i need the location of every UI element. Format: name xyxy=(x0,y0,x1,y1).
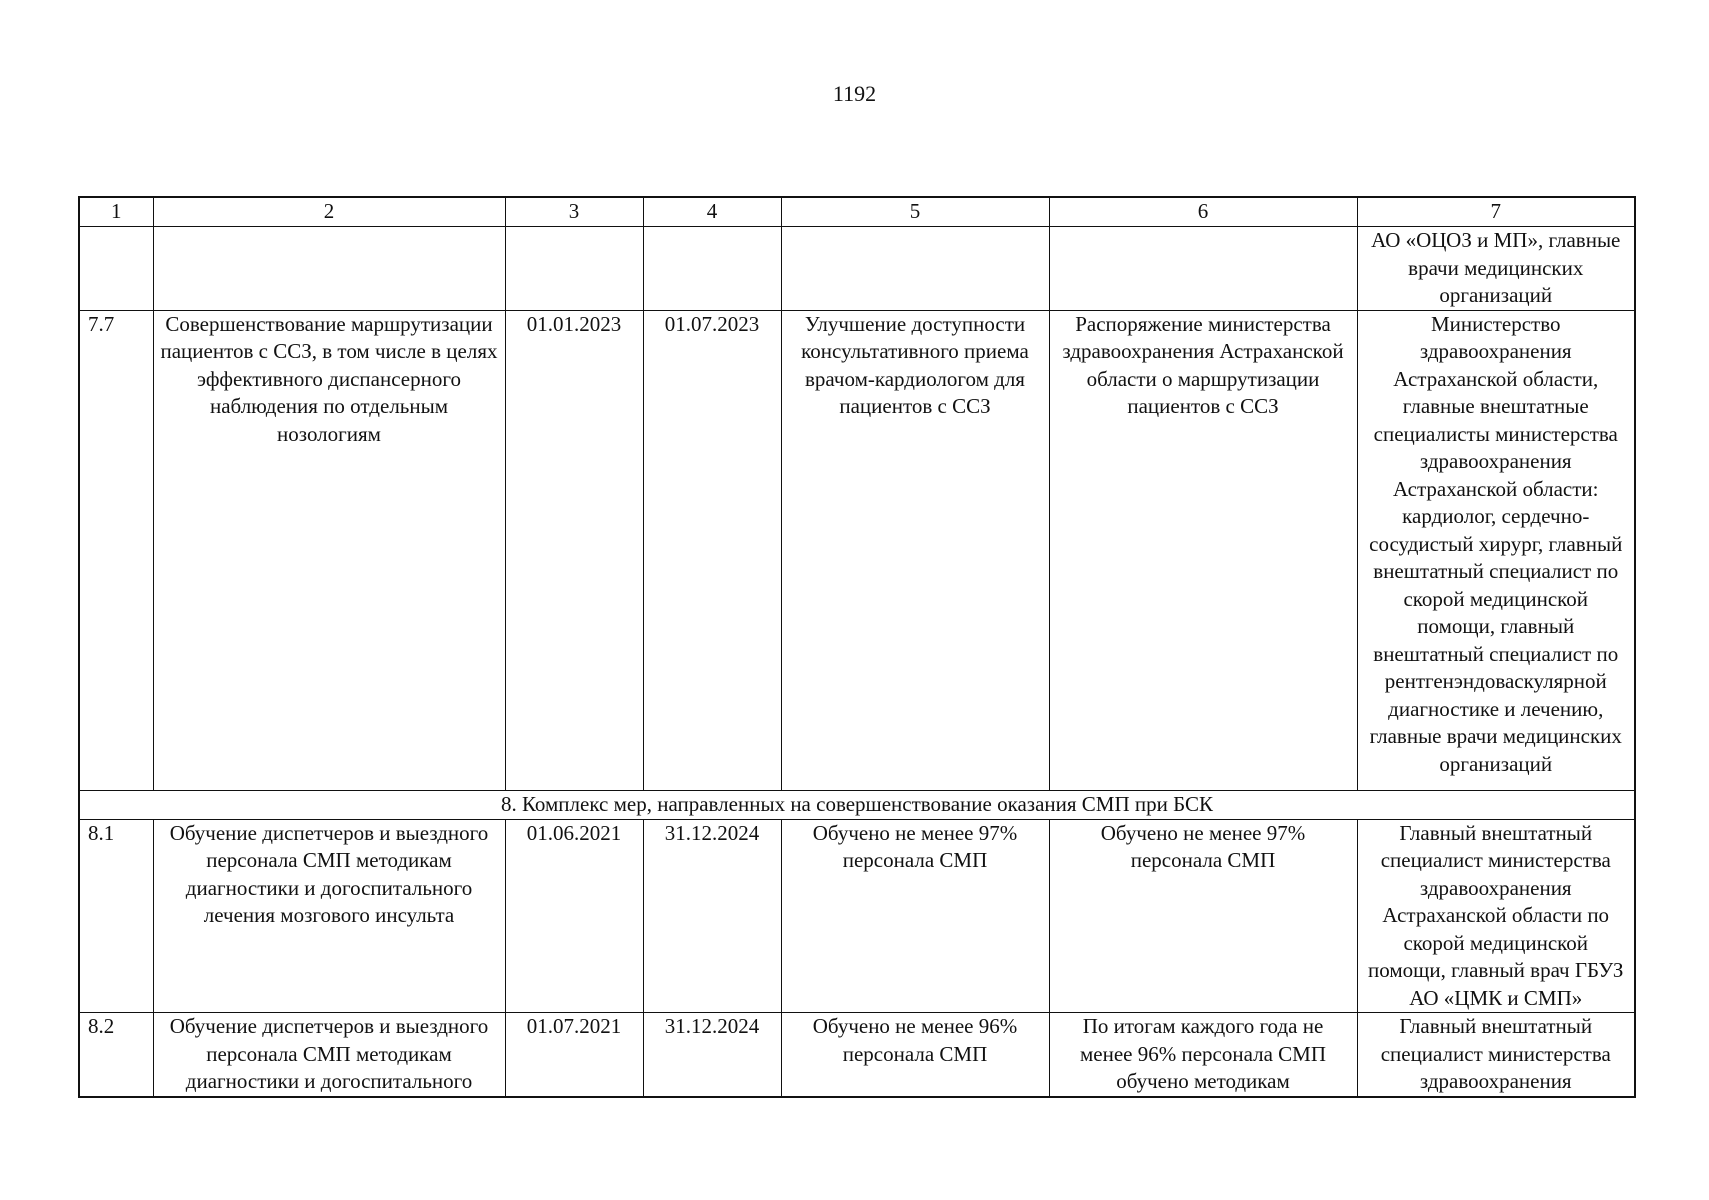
end-date-cell: 01.07.2023 xyxy=(643,310,781,790)
responsible-cell: Главный внештатный специалист министерства здравоохранения Астраханской области по скорой медицинской помощи, главный врач ГБУЗ АО «ЦМК и СМП» xyxy=(1357,819,1635,1013)
end-date-cell: 31.12.2024 xyxy=(643,819,781,1013)
responsible-cell: Главный внештатный специалист министерства здравоохранения xyxy=(1357,1013,1635,1097)
characteristic-cell: Обучено не менее 97% персонала СМП xyxy=(1049,819,1357,1013)
table-row-continuation xyxy=(79,227,1635,311)
result-cell: Обучено не менее 96% персонала СМП xyxy=(781,1013,1049,1097)
result-cell: Улучшение доступности консультативного приема врачом-кардиологом для пациентов с ССЗ xyxy=(781,310,1049,790)
column-header: 6 xyxy=(1049,197,1357,227)
table-row-7-7 xyxy=(79,310,1635,790)
table-header-row xyxy=(79,197,1635,227)
row-number: 8.2 xyxy=(79,1013,153,1097)
measure-cell: Обучение диспетчеров и выездного персонала СМП методикам диагностики и догоспитального xyxy=(153,1013,505,1097)
column-header: 7 xyxy=(1357,197,1635,227)
column-header: 3 xyxy=(505,197,643,227)
column-header: 5 xyxy=(781,197,1049,227)
page-number: 1192 xyxy=(832,81,877,106)
start-date-cell: 01.01.2023 xyxy=(505,310,643,790)
responsible-cell: АО «ОЦОЗ и МП», главные врачи медицинских организаций xyxy=(1357,227,1635,311)
section-heading-row xyxy=(79,790,1635,819)
action-plan-table xyxy=(78,196,1636,1098)
measure-cell: Совершенствование маршрутизации пациентов с ССЗ, в том числе в целях эффективного диспансерного наблюдения по отдельным нозологиям xyxy=(153,310,505,790)
characteristic-cell: Распоряжение министерства здравоохранения Астраханской области о маршрутизации пациентов с ССЗ xyxy=(1049,310,1357,790)
column-header: 2 xyxy=(153,197,505,227)
end-date-cell: 31.12.2024 xyxy=(643,1013,781,1097)
measure-cell: Обучение диспетчеров и выездного персонала СМП методикам диагностики и догоспитального лечения мозгового инсульта xyxy=(153,819,505,1013)
column-header: 1 xyxy=(79,197,153,227)
result-cell: Обучено не менее 97% персонала СМП xyxy=(781,819,1049,1013)
characteristic-cell: По итогам каждого года не менее 96% персонала СМП обучено методикам xyxy=(1049,1013,1357,1097)
table-row-8-1 xyxy=(79,819,1635,1013)
section-heading: 8. Комплекс мер, направленных на совершенствование оказания СМП при БСК xyxy=(79,790,1635,819)
row-number: 8.1 xyxy=(79,819,153,1013)
start-date-cell: 01.06.2021 xyxy=(505,819,643,1013)
start-date-cell: 01.07.2021 xyxy=(505,1013,643,1097)
row-number: 7.7 xyxy=(79,310,153,790)
responsible-cell: Министерство здравоохранения Астраханской области, главные внештатные специалисты министерства здравоохранения Астраханской области: кардиолог, сердечно-сосудистый хирург, главный внештатный специалист по скорой медицинской помощи, главный внештатный специалист по рентгенэндоваскулярной диагностике и лечению, главные врачи медицинских организаций xyxy=(1357,310,1635,790)
table-row-8-2 xyxy=(79,1013,1635,1097)
column-header: 4 xyxy=(643,197,781,227)
